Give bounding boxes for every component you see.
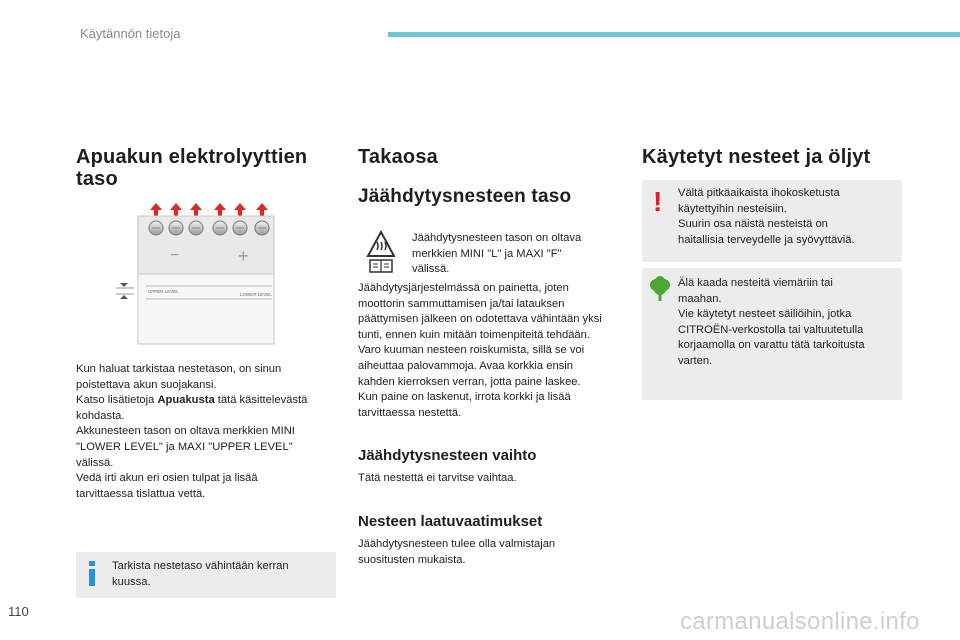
watermark: carmanualsonline.info xyxy=(680,608,920,635)
quality-heading: Nesteen laatuvaatimukset xyxy=(358,513,543,530)
coolant-body xyxy=(358,281,628,421)
hot-hazard-manual-icon xyxy=(366,230,396,274)
coolant-warning-line: Jäähdytysnesteen tason on oltava xyxy=(412,232,582,244)
left-heading-line1: Apuakun elektrolyyttien xyxy=(76,146,308,168)
see-more-link[interactable]: Apuakusta xyxy=(157,394,215,407)
section-title: Käytännön tietoja xyxy=(80,26,181,41)
coolant-warning-line: välissä. xyxy=(412,263,450,276)
info-note-line: Tarkista nestetaso vähintään kerran xyxy=(112,560,289,572)
coolant-body-line: Kun paine on laskenut, irrota korkki ja lisää xyxy=(358,391,571,404)
left-heading-line2: taso xyxy=(76,168,118,190)
eco-note-box xyxy=(642,268,902,400)
eco-note-line: Älä kaada nesteitä viemäriin tai xyxy=(678,277,833,289)
eco-note-line: CITROËN-verkostolla tai valtuutetulla xyxy=(678,323,864,336)
tree-icon xyxy=(648,276,672,302)
warning-note-text xyxy=(678,186,898,248)
coolant-body-line: päättymisen jälkeen on odotettava vähintään yksi xyxy=(358,313,602,326)
warning-note-line: haitallisia terveydelle ja syövyttäviä. xyxy=(678,233,855,246)
coolant-body-line: moottorin sammuttamisen ja/tai latauksen xyxy=(358,297,565,310)
info-note-box xyxy=(76,552,336,598)
left-body xyxy=(76,362,338,502)
coolant-body-line: tarvittaessa nestettä. xyxy=(358,406,462,419)
coolant-heading: Jäähdytysnesteen taso xyxy=(358,186,572,207)
info-icon xyxy=(87,561,97,587)
see-more-suffix: tätä käsittelevästä xyxy=(214,394,308,407)
page-number: 110 xyxy=(8,604,29,619)
coolant-change-text: Tätä nestettä ei tarvitse vaihtaa. xyxy=(358,472,517,484)
coolant-warning-line: merkkien MINI "L" ja MAXI "F" xyxy=(412,247,562,260)
coolant-body-line: kahden kierroksen verran, jotta paine laskee. xyxy=(358,375,581,388)
coolant-body-line: aiheuttaa palovammoja. Avaa korkkia ensin xyxy=(358,359,573,372)
see-more-prefix: Katso lisätietoja xyxy=(76,394,158,407)
exclamation-icon: ! xyxy=(653,186,663,217)
coolant-body-line: Jäähdytysjärjestelmässä on painetta, joten xyxy=(358,282,569,294)
level-line: välissä. xyxy=(76,456,114,469)
level-line: "LOWER LEVEL" ja MAXI "UPPER LEVEL" xyxy=(76,440,293,453)
minus-sign: − xyxy=(170,247,180,264)
warning-note-line: käytettyihin nesteisiin. xyxy=(678,202,787,215)
eco-note-line: Vie käytetyt nesteet säiliöihin, jotka xyxy=(678,308,852,321)
battery-illustration xyxy=(112,198,284,348)
info-note-text xyxy=(112,559,332,590)
eco-note-line: korjaamolla on varattu tätä tarkoitusta xyxy=(678,339,865,352)
warning-note-line: Vältä pitkäaikaista ihokosketusta xyxy=(678,187,840,199)
quality-line: Jäähdytysnesteen tulee olla valmistajan xyxy=(358,538,556,550)
level-line: Vedä irti akun eri osien tulpat ja lisää xyxy=(76,472,258,485)
header-accent-bar xyxy=(388,32,960,37)
warning-note-line: Suurin osa näistä nesteistä on xyxy=(678,218,828,231)
upper-level-label: UPPER LEVEL xyxy=(148,289,179,294)
see-more-line xyxy=(76,393,338,409)
eco-note-line: maahan. xyxy=(678,292,722,305)
left-para-line: poistettava akun suojakansi. xyxy=(76,378,217,391)
coolant-change-heading: Jäähdytysnesteen vaihto xyxy=(358,447,537,464)
battery-diagram xyxy=(112,198,284,348)
left-heading xyxy=(76,146,307,190)
quality-text xyxy=(358,537,628,568)
see-more-line2: kohdasta. xyxy=(76,409,125,422)
coolant-body-line: tunti, ennen kuin mitään toimenpiteitä tehdään. xyxy=(358,328,590,341)
quality-line: suositusten mukaista. xyxy=(358,553,466,566)
eco-note-line: varten. xyxy=(678,354,713,367)
coolant-body-line: Varo kuuman nesteen roiskumista, sillä se voi xyxy=(358,344,585,357)
level-line: Akkunesteen tason on oltava merkkien MINI xyxy=(76,425,295,438)
right-heading: Käytetyt nesteet ja öljyt xyxy=(642,146,871,168)
info-note-line: kuussa. xyxy=(112,575,151,588)
left-para-line: Kun haluat tarkistaa nestetason, on sinun xyxy=(76,363,282,375)
plus-sign: + xyxy=(238,246,249,266)
eco-note-text xyxy=(678,276,898,370)
middle-heading: Takaosa xyxy=(358,146,438,168)
coolant-warning-text xyxy=(412,231,612,278)
warning-note-box xyxy=(642,180,902,262)
level-line: tarvittaessa tislattua vettä. xyxy=(76,487,206,500)
lower-level-label: LOWER LEVEL xyxy=(240,292,272,297)
